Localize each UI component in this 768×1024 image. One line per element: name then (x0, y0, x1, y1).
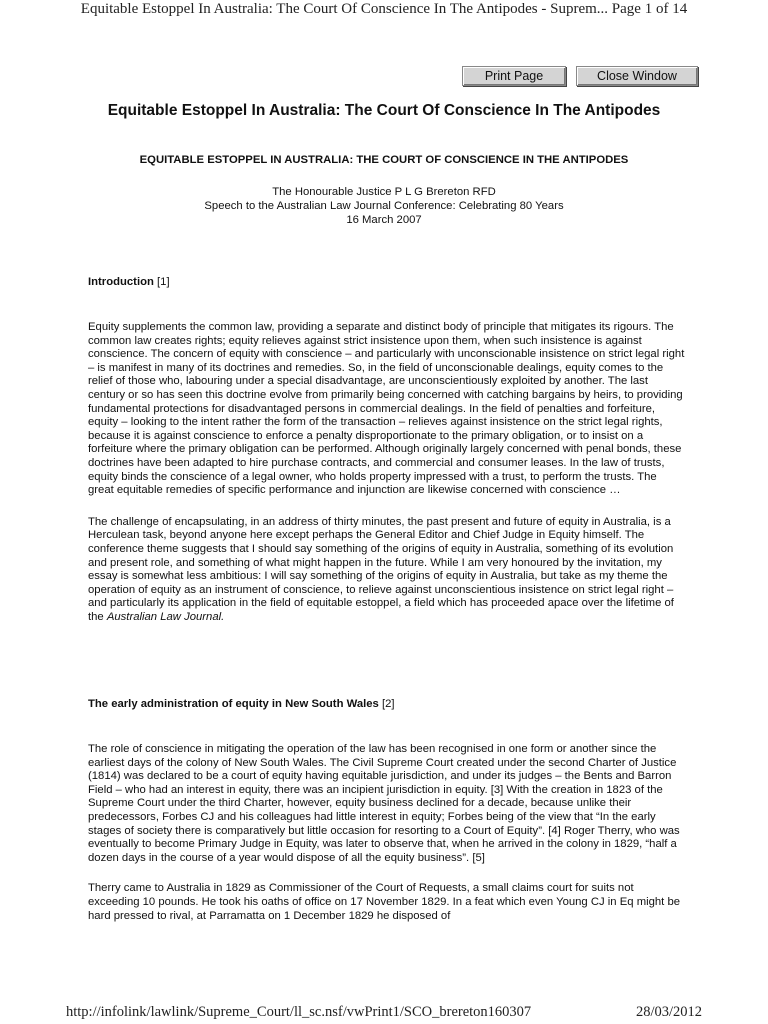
body-content (88, 321, 685, 624)
section-heading-early-administration (88, 697, 395, 711)
section-heading-introduction (88, 275, 170, 289)
body-content-2 (88, 743, 685, 923)
print-footer (66, 1004, 702, 1021)
print-page-button[interactable]: Print Page (462, 66, 566, 86)
byline-event: Speech to the Australian Law Journal Conference: Celebrating 80 Years (204, 200, 564, 212)
challenge-paragraph (88, 516, 685, 625)
role-of-conscience-paragraph: The role of conscience in mitigating the operation of the law has been recognised in one form or another since the earliest days of the colony of New South Wales. The Civil Supreme Court created under the second Charter of Justice (1814) was declared to be a court of equity having equitable jurisdiction, and under its judges – the Bents and Barron Field – who had an interest in equity, there was an incipient jurisdiction in equity. [3] With the creation in 1823 of the Supreme Court under the third Charter, however, equity business declined for a decade, because unlike their predecessors, Forbes CJ and his colleagues had little interest in equity; Forbes being of the view that “In the early stages of society there is comparatively but little occasion for resorting to a Court of Equity”. [4] Roger Therry, who was eventually to become Primary Judge in Equity, was later to observe that, when he arrived in the colony in 1829, “half a dozen days in the course of a year would dispose of all the equity business”. [5] (88, 743, 680, 864)
footnote-ref: [2] (378, 698, 395, 710)
footer-url: http://infolink/lawlink/Supreme_Court/ll_sc.nsf/vwPrint1/SCO_brereton160307 (66, 1004, 532, 1020)
therry-paragraph: Therry came to Australia in 1829 as Commissioner of the Court of Requests, a small claims court for suits not exceeding 10 pounds. He took his oaths of office on 17 November 1829. In a feat which even Young CJ in Eq might be hard pressed to rival, at Parramatta on 1 December 1829 he disposed of (88, 882, 681, 922)
byline-author: The Honourable Justice P L G Brereton RFD (272, 186, 496, 198)
byline-date: 16 March 2007 (346, 214, 422, 226)
close-window-button[interactable]: Close Window (576, 66, 698, 86)
byline (0, 185, 768, 227)
page-title: Equitable Estoppel In Australia: The Court Of Conscience In The Antipodes (107, 102, 661, 119)
heading-text: Introduction (88, 276, 154, 288)
intro-quote-paragraph: Equity supplements the common law, providing a separate and distinct body of principle that mitigates its rigours. The common law creates rights; equity relieves against strict insistence upon them, when such insistence is against conscience. The concern of equity with conscience – and particularly with unconscionable insistence on strict legal right – is manifest in many of its doctrines and remedies. So, in the field of unconscionable dealings, equity comes to the relief of those who, labouring under a special disadvantage, are unconscientiously exploited by another. The last century or so has seen this doctrine evolve from primarily being concerned with catching bargains by heirs, to providing fundamental protections for disadvantaged persons in commercial dealings. In the field of penalties and forfeiture, equity – looking to the intent rather the form of the transaction – relieves against insistence on the strict legal rights, because it is against conscience to enforce a penalty disproportionate to the primary obligation, or to insist on a forfeiture where the primary obligation can be performed. Although originally largely concerned with penal bonds, these doctrines have been adapted to hire purchase contracts, and commercial and consumer leases. In the law of trusts, equity binds the conscience of a legal owner, who holds property impressed with a trust, to perform the trusts. The great equitable remedies of specific performance and injunction are likewise concerned with conscience … (88, 321, 685, 497)
challenge-text: The challenge of encapsulating, in an address of thirty minutes, the past present and future of equity in Australia, is a Herculean task, beyond anyone here except perhaps the General Editor and Chief Judge in Equity himself. The conference theme suggests that I should say something of the origins of equity in Australia, something of its evolution and present role, and something of what might happen in the future. While I am very honoured by the invitation, my essay is somewhat less ambitious: I will say something of the origins of equity in Australia, but take as my theme the operation of equity as an instrument of conscience, to relieve against unconscientious insistence on strict legal right – and particularly its application in the field of equitable estoppel, a field which has proceeded apace over the lifetime of the (88, 515, 674, 623)
print-header: Equitable Estoppel In Australia: The Court Of Conscience In The Antipodes - Suprem... Page 1 of 14 (80, 1, 688, 17)
footnote-ref: [1] (153, 276, 170, 288)
journal-name: Australian Law Journal. (106, 610, 225, 623)
toolbar (462, 66, 698, 86)
document-subtitle: EQUITABLE ESTOPPEL IN AUSTRALIA: THE COURT OF CONSCIENCE IN THE ANTIPODES (139, 154, 629, 166)
footer-date: 28/03/2012 (635, 1004, 702, 1020)
heading-text: The early administration of equity in New South Wales (88, 698, 379, 710)
